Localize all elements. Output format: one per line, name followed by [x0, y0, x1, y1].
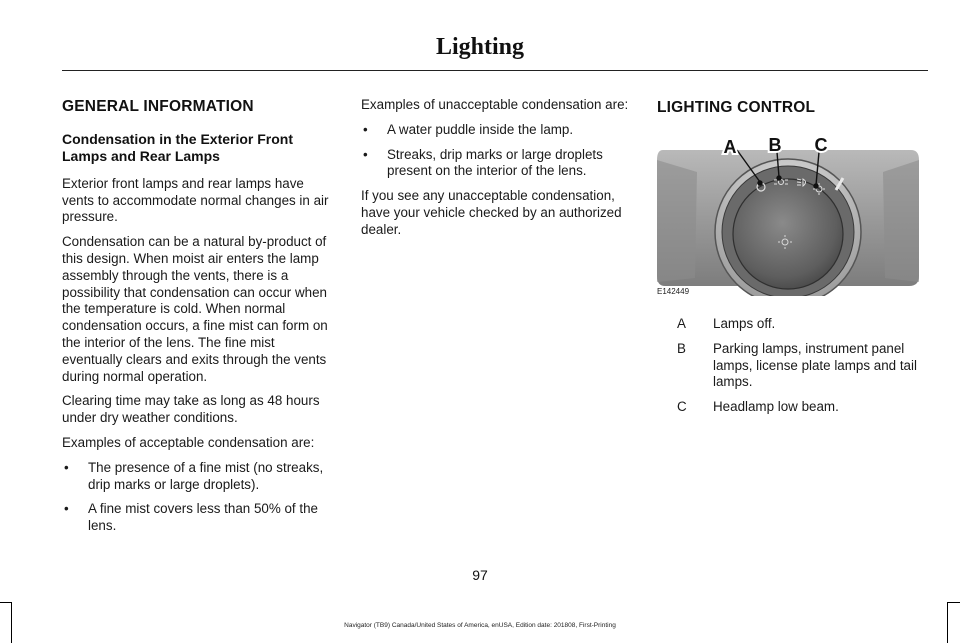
key-description: Parking lamps, instrument panel lamps, license plate lamps and tail lamps.	[713, 340, 917, 390]
callout-label-b: B	[768, 135, 782, 155]
dial-knob	[733, 179, 843, 289]
page-footer: Navigator (TB9) Canada/United States of America, enUSA, Edition date: 201808, First-Printing	[344, 622, 616, 629]
unacceptable-condensation-list	[361, 122, 633, 180]
bullet-glyph: •	[64, 459, 69, 475]
key-letter: A	[677, 316, 686, 331]
paragraph: Examples of unacceptable condensation are:	[361, 97, 629, 112]
key-row	[657, 316, 927, 333]
list-item-text: Streaks, drip marks or large droplets present on the interior of the lens.	[387, 146, 603, 179]
callout-label-c: C	[814, 135, 828, 155]
callout-label-a: A	[723, 137, 737, 157]
bullet-glyph: •	[363, 146, 368, 162]
list-item-text: A water puddle inside the lamp.	[387, 121, 574, 137]
key-description: Lamps off.	[713, 316, 776, 331]
list-item	[62, 460, 338, 494]
left-column	[62, 99, 338, 543]
bullet-glyph: •	[363, 121, 368, 137]
crop-mark-right-horizontal	[947, 602, 960, 603]
crop-mark-left-horizontal	[0, 602, 12, 603]
paragraph: Condensation can be a natural by-product of this design. When moist air enters the lamp assembly through the vents, there is a possibility that condensation can occur when the temperature is cold. When normal condensation occurs, a fine mist can form on the interior of the lens. The fine mist eventually clears and exits through the vents during normal operation.	[62, 234, 328, 384]
page-header-title: Lighting	[435, 34, 525, 60]
figure-key-table	[657, 316, 927, 424]
list-item	[361, 122, 633, 139]
page-number: 97	[472, 567, 488, 583]
middle-column	[361, 97, 633, 247]
section-title-lighting-control: LIGHTING CONTROL	[657, 99, 816, 116]
key-row	[657, 341, 927, 391]
list-item	[361, 147, 633, 181]
list-item-text: The presence of a fine mist (no streaks, drip marks or large droplets).	[88, 459, 324, 492]
bullet-glyph: •	[64, 501, 69, 517]
subsection-title-condensation: Condensation in the Exterior Front Lamps and Rear Lamps	[62, 130, 294, 164]
list-item	[62, 501, 338, 535]
acceptable-condensation-list	[62, 460, 338, 535]
paragraph: If you see any unacceptable condensation, have your vehicle checked by an authorized dealer.	[361, 188, 622, 237]
list-item-text: A fine mist covers less than 50% of the lens.	[88, 501, 318, 534]
section-title-general-information: GENERAL INFORMATION	[62, 98, 254, 115]
paragraph: Examples of acceptable condensation are:	[62, 434, 315, 450]
key-row	[657, 399, 927, 416]
key-letter: B	[677, 340, 686, 356]
lighting-control-dial-figure	[657, 130, 923, 296]
figure-code: E142449	[657, 287, 690, 296]
panel-shading-right	[883, 160, 919, 282]
paragraph: Clearing time may take as long as 48 hours under dry weather conditions.	[62, 393, 320, 426]
key-letter: C	[677, 399, 687, 415]
key-description: Headlamp low beam.	[713, 399, 839, 415]
paragraph: Exterior front lamps and rear lamps have vents to accommodate normal changes in air pressure.	[62, 175, 329, 225]
header-rule	[62, 70, 928, 71]
panel-shading-left	[657, 160, 697, 282]
